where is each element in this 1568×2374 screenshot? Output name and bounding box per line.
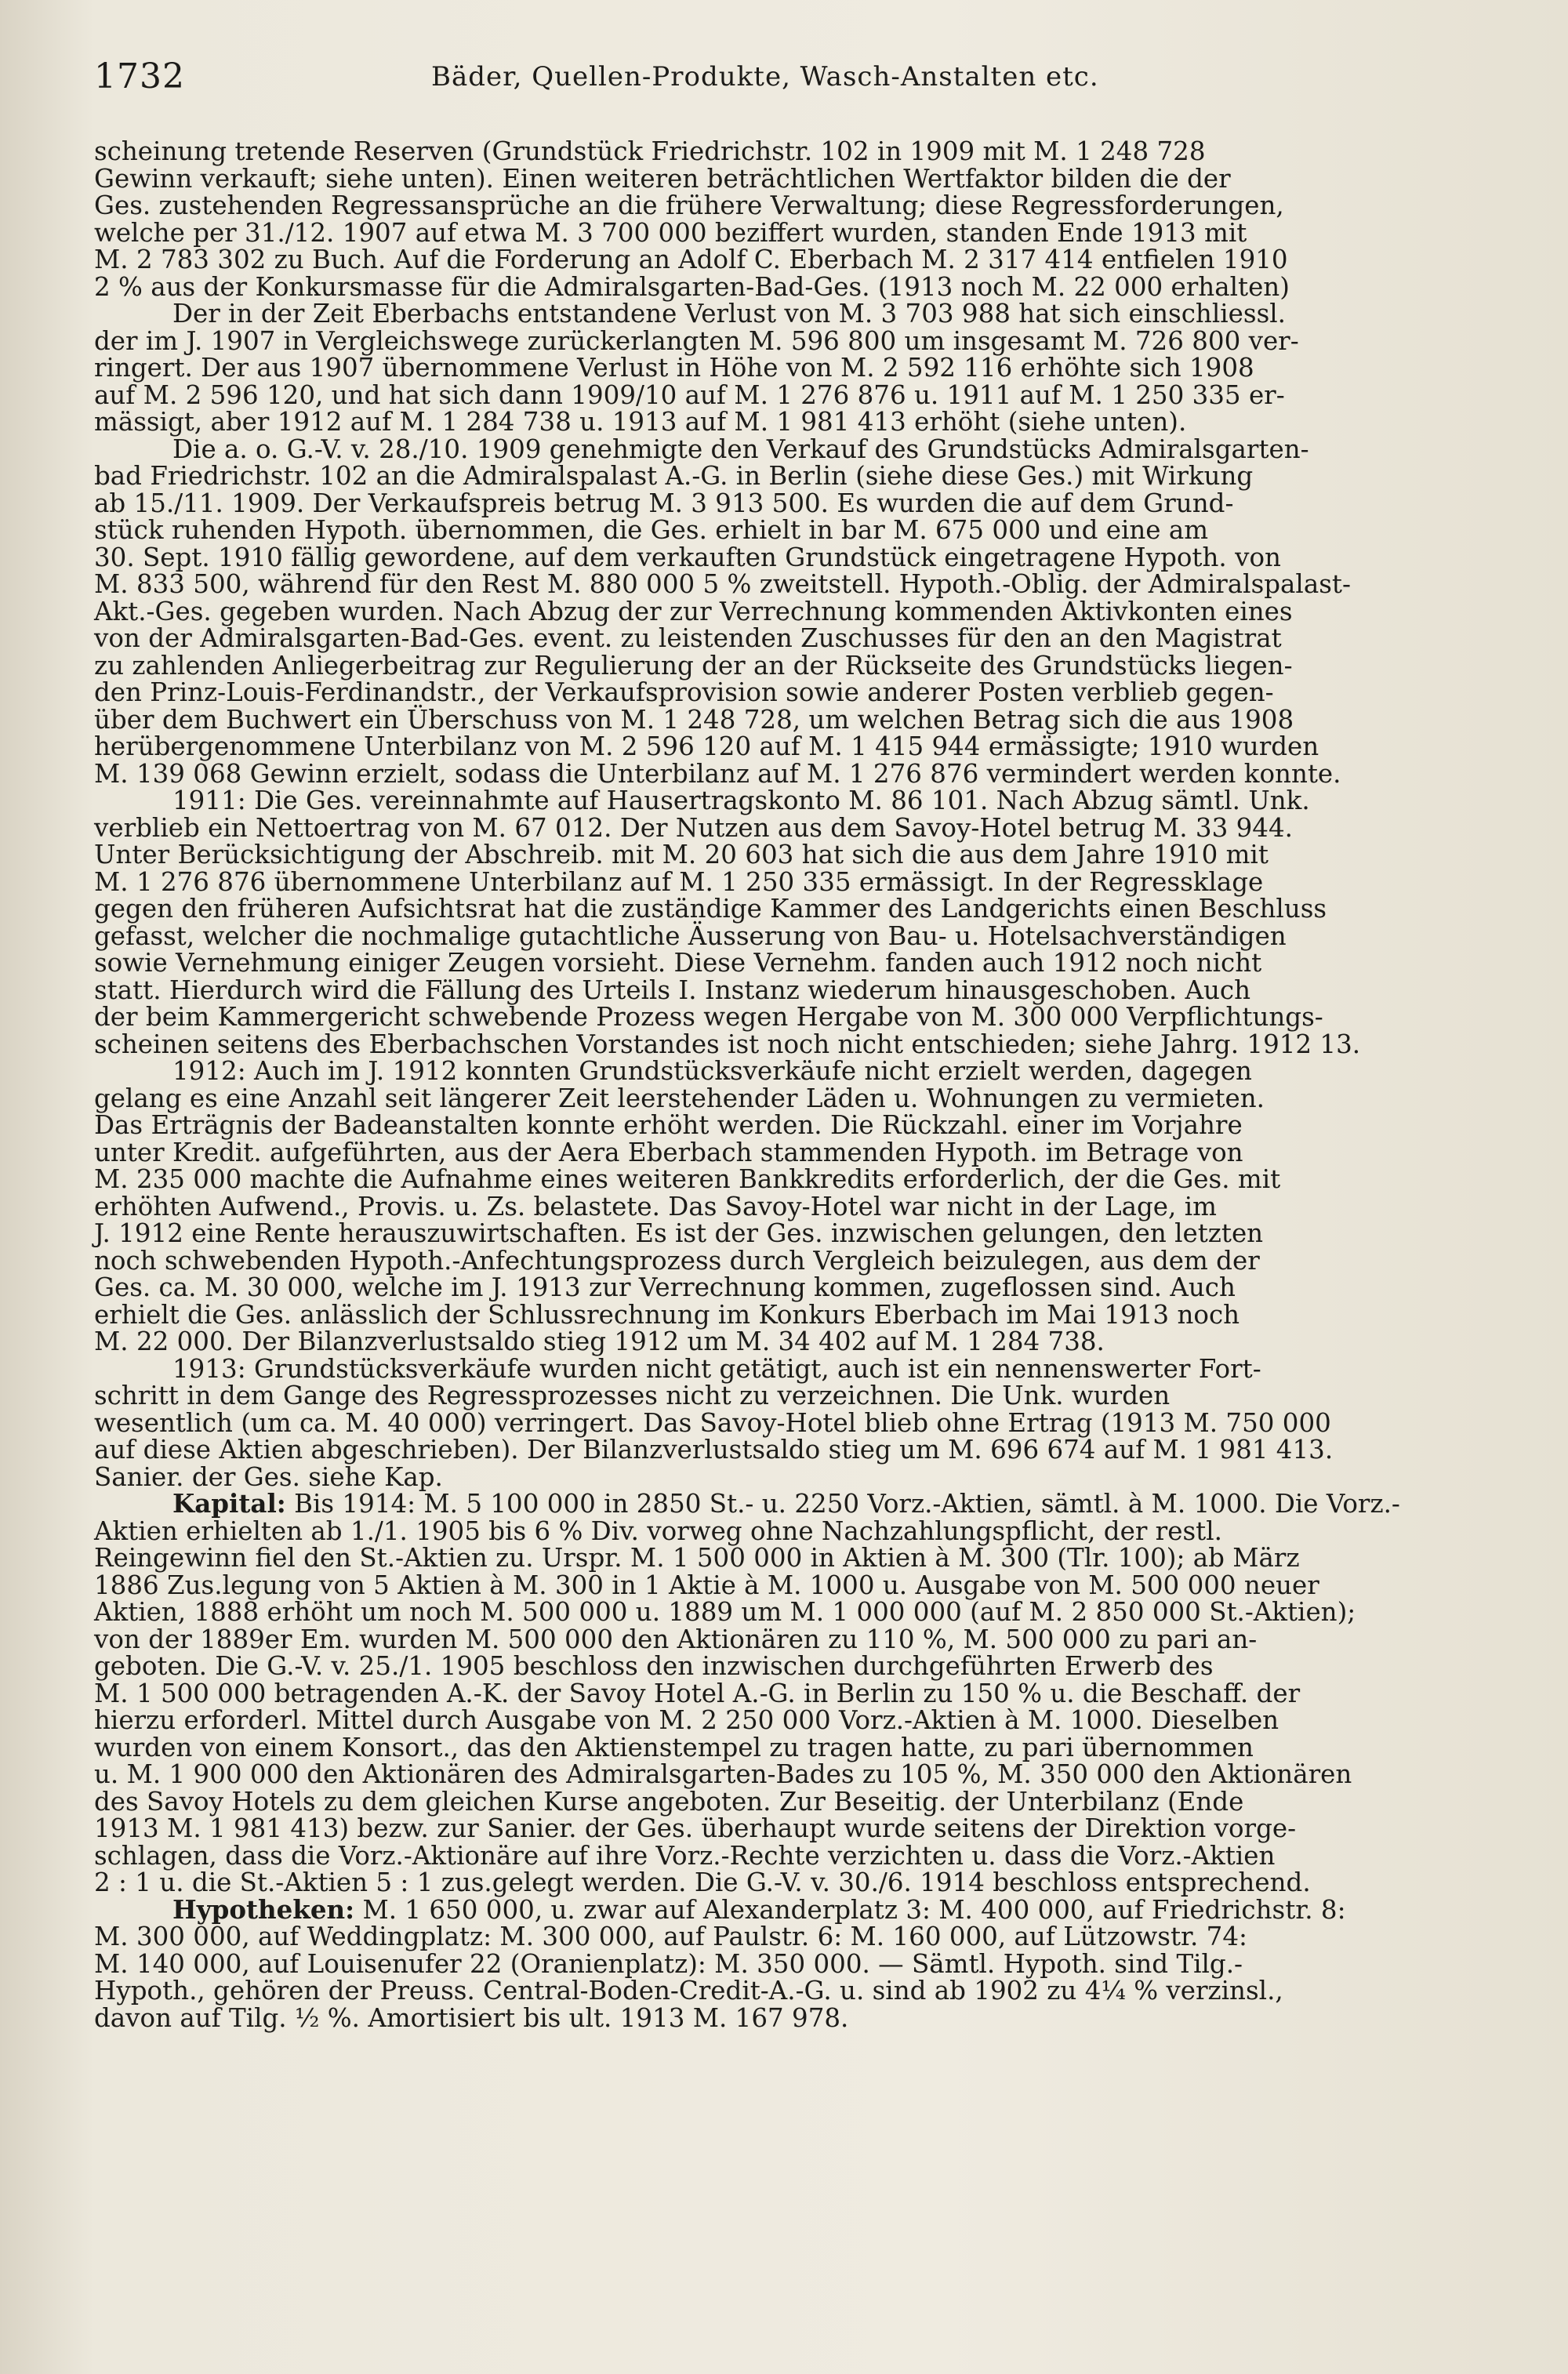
section-heading: Kapital: bbox=[172, 1488, 286, 1519]
line-text: scheinung tretende Reserven (Grundstück Friedrichstr. 102 in 1909 mit M. 1 248 728 bbox=[94, 136, 1206, 166]
line-text: M. 22 000. Der Bilanzverlustsaldo stieg 1912 um M. 34 402 auf M. 1 284 738. bbox=[94, 1327, 1105, 1356]
line-text: mässigt, aber 1912 auf M. 1 284 738 u. 1913 auf M. 1 981 413 erhöht (siehe unten). bbox=[94, 407, 1187, 437]
line-text: stück ruhenden Hypoth. übernommen, die Ges. erhielt in bar M. 675 000 und eine am bbox=[94, 515, 1209, 545]
line-text: 1913 M. 1 981 413) bezw. zur Sanier. der Ges. überhaupt wurde seitens der Direktion vorge- bbox=[94, 1813, 1297, 1843]
running-head: Bäder, Quellen-Produkte, Wasch-Anstalten etc. bbox=[431, 61, 1099, 93]
line-text: Gewinn verkauft; siehe unten). Einen weiteren beträchtlichen Wertfaktor bilden die der bbox=[94, 163, 1231, 194]
line-text: 2 % aus der Konkursmasse für die Admiralsgarten-Bad-Ges. (1913 noch M. 22 000 erhalten) bbox=[94, 271, 1290, 302]
text-line bbox=[94, 1788, 1505, 1816]
line-text: schlagen, dass die Vorz.-Aktionäre auf ihre Vorz.-Rechte verzichten u. dass die Vorz.-Aktien bbox=[94, 1840, 1276, 1871]
line-text: der im J. 1907 in Vergleichswege zurückerlangten M. 596 800 um insgesamt M. 726 800 ver- bbox=[94, 325, 1299, 356]
line-text: Unter Berücksichtigung der Abschreib. mit M. 20 603 hat sich die aus dem Jahre 1910 mit bbox=[94, 840, 1269, 869]
line-text: Ges. zustehenden Regressansprüche an die frühere Verwaltung; diese Regressforderungen, bbox=[94, 191, 1284, 220]
text-line bbox=[94, 1382, 1505, 1410]
text-line bbox=[94, 1893, 1505, 1925]
text-line bbox=[94, 165, 1505, 193]
text-line bbox=[94, 1085, 1505, 1113]
line-text: 30. Sept. 1910 fällig gewordene, auf dem verkauften Grundstück eingetragene Hypoth. von bbox=[94, 542, 1281, 572]
line-text: M. 1 276 876 übernommene Unterbilanz auf M. 1 250 335 ermässigt. In der Regressklage bbox=[94, 866, 1264, 897]
text-line bbox=[94, 517, 1505, 544]
text-line bbox=[94, 571, 1505, 598]
text-line bbox=[94, 1490, 1505, 1518]
text-line bbox=[94, 217, 1505, 248]
text-line bbox=[94, 1436, 1505, 1464]
line-text: wesentlich (um ca. M. 40 000) verringert. Das Savoy-Hotel blieb ohne Ertrag (1913 M. 750 000 bbox=[94, 1407, 1331, 1438]
text-line bbox=[94, 1707, 1505, 1734]
line-text: J. 1912 eine Rente herauszuwirtschaften. Es ist der Ges. inzwischen gelungen, den letzten bbox=[94, 1218, 1264, 1248]
text-line bbox=[94, 408, 1505, 436]
text-line bbox=[94, 598, 1505, 626]
line-text: über dem Buchwert ein Überschuss von M. 1 248 728, um welchen Betrag sich die aus 1908 bbox=[94, 704, 1294, 735]
line-text: Sanier. der Ges. siehe Kap. bbox=[94, 1461, 443, 1492]
text-line bbox=[94, 1139, 1505, 1167]
text-line bbox=[94, 1626, 1505, 1653]
text-line bbox=[94, 436, 1505, 463]
text-line bbox=[94, 1680, 1505, 1708]
text-line bbox=[94, 1004, 1505, 1031]
line-text: gegen den früheren Aufsichtsrat hat die zuständige Kammer des Landgerichts einen Beschluss bbox=[94, 894, 1327, 924]
line-text: verblieb ein Nettoertrag von M. 67 012. Der Nutzen aus dem Savoy-Hotel betrug M. 33 944. bbox=[94, 812, 1293, 843]
text-line bbox=[94, 895, 1505, 923]
line-text: ringert. Der aus 1907 übernommene Verlust in Höhe von M. 2 592 116 erhöhte sich 1908 bbox=[94, 353, 1254, 383]
text-line bbox=[94, 1193, 1505, 1221]
text-line bbox=[94, 841, 1505, 869]
text-line bbox=[94, 490, 1505, 517]
line-text: zu zahlenden Anliegerbeitrag zur Regulierung der an der Rückseite des Grundstücks liegen- bbox=[94, 650, 1293, 681]
page-header bbox=[94, 56, 1497, 103]
text-line bbox=[94, 1599, 1505, 1626]
text-line bbox=[94, 1518, 1505, 1545]
text-line bbox=[94, 1112, 1505, 1139]
text-line bbox=[94, 949, 1505, 977]
line-text: Die a. o. G.-V. v. 28./10. 1909 genehmigte den Verkauf des Grundstücks Admiralsgarten- bbox=[172, 434, 1309, 464]
text-line bbox=[94, 706, 1505, 734]
line-text: des Savoy Hotels zu dem gleichen Kurse angeboten. Zur Beseitig. der Unterbilanz (Ende bbox=[94, 1786, 1244, 1817]
line-text: erhielt die Ges. anlässlich der Schlussrechnung im Konkurs Eberbach im Mai 1913 noch bbox=[94, 1299, 1240, 1330]
line-text: M. 1 650 000, u. zwar auf Alexanderplatz 3: M. 400 000, auf Friedrichstr. 8: bbox=[354, 1894, 1346, 1925]
text-line bbox=[94, 1058, 1505, 1085]
line-text: M. 2 783 302 zu Buch. Auf die Forderung an Adolf C. Eberbach M. 2 317 414 entfielen 1910 bbox=[94, 245, 1288, 274]
text-line bbox=[94, 325, 1505, 356]
text-line bbox=[94, 1572, 1505, 1599]
line-text: noch schwebenden Hypoth.-Anfechtungsprozess durch Vergleich beizulegen, aus dem der bbox=[94, 1245, 1260, 1276]
text-line bbox=[94, 1353, 1505, 1384]
text-line bbox=[94, 787, 1505, 815]
line-text: ab 15./11. 1909. Der Verkaufspreis betrug M. 3 913 500. Es wurden die auf dem Grund- bbox=[94, 488, 1234, 518]
text-line bbox=[94, 1545, 1505, 1572]
line-text: M. 140 000, auf Louisenufer 22 (Oranienplatz): M. 350 000. — Sämtl. Hypoth. sind Tilg.- bbox=[94, 1948, 1243, 1979]
text-line bbox=[94, 463, 1505, 490]
text-line bbox=[94, 1948, 1505, 1979]
text-line bbox=[94, 544, 1505, 572]
text-line bbox=[94, 1734, 1505, 1762]
line-text: M. 139 068 Gewinn erzielt, sodass die Unterbilanz auf M. 1 276 876 vermindert werden konnte. bbox=[94, 758, 1341, 789]
text-line bbox=[94, 300, 1505, 328]
line-text: 1912: Auch im J. 1912 konnten Grundstücksverkäufe nicht erzielt werden, dagegen bbox=[172, 1056, 1252, 1086]
line-text: 1913: Grundstücksverkäufe wurden nicht getätigt, auch ist ein nennenswerter Fort- bbox=[172, 1353, 1261, 1384]
text-line bbox=[94, 1977, 1505, 2005]
text-line bbox=[94, 1407, 1505, 1438]
text-line bbox=[94, 379, 1505, 410]
text-line bbox=[94, 354, 1505, 382]
text-line bbox=[94, 246, 1505, 274]
text-line bbox=[94, 977, 1505, 1004]
text-line bbox=[94, 1869, 1505, 1897]
line-text: von der Admiralsgarten-Bad-Ges. event. zu leistenden Zuschusses für den an den Magistrat bbox=[94, 623, 1282, 653]
text-line bbox=[94, 652, 1505, 680]
text-line bbox=[94, 733, 1505, 760]
text-line bbox=[94, 271, 1505, 302]
line-text: scheinen seitens des Eberbachschen Vorstandes ist noch nicht entschieden; siehe Jahrg. 1912 13. bbox=[94, 1029, 1361, 1059]
line-text: gefasst, welcher die nochmalige gutachtliche Äusserung von Bau- u. Hotelsachverständigen bbox=[94, 920, 1287, 951]
text-line bbox=[94, 920, 1505, 951]
text-line bbox=[94, 1247, 1505, 1275]
line-text: schritt in dem Gange des Regressprozesses nicht zu verzeichnen. Die Unk. wurden bbox=[94, 1381, 1171, 1410]
text-line bbox=[94, 2002, 1505, 2033]
text-line bbox=[94, 760, 1505, 788]
line-text: hierzu erforderl. Mittel durch Ausgabe von M. 2 250 000 Vorz.-Aktien à M. 1000. Dieselben bbox=[94, 1705, 1279, 1735]
line-text: unter Kredit. aufgeführten, aus der Aera Eberbach stammenden Hypoth. im Betrage von bbox=[94, 1137, 1243, 1167]
text-line bbox=[94, 625, 1505, 652]
line-text: Aktien erhielten ab 1./1. 1905 bis 6 % Div. vorweg ohne Nachzahlungspflicht, der restl. bbox=[94, 1516, 1222, 1546]
line-text: M. 300 000, auf Weddingplatz: M. 300 000, auf Paulstr. 6: M. 160 000, auf Lützowstr. 74: bbox=[94, 1922, 1247, 1951]
line-text: statt. Hierdurch wird die Fällung des Urteils I. Instanz wiederum hinausgeschoben. Auch bbox=[94, 975, 1251, 1005]
line-text: den Prinz-Louis-Ferdinandstr., der Verkaufsprovision sowie anderer Posten verblieb gegen- bbox=[94, 677, 1274, 707]
body-text bbox=[94, 138, 1505, 2031]
text-line bbox=[94, 1815, 1505, 1842]
line-text: auf M. 2 596 120, und hat sich dann 1909/10 auf M. 1 276 876 u. 1911 auf M. 1 250 335 er- bbox=[94, 379, 1285, 410]
line-text: davon auf Tilg. ½ %. Amortisiert bis ult. 1913 M. 167 978. bbox=[94, 2002, 849, 2033]
line-text: wurden von einem Konsort., das den Aktienstempel zu tragen hatte, zu pari übernommen bbox=[94, 1732, 1254, 1762]
line-text: Aktien, 1888 erhöht um noch M. 500 000 u. 1889 um M. 1 000 000 (auf M. 2 850 000 St.-Aktien); bbox=[94, 1597, 1356, 1627]
line-text: geboten. Die G.-V. v. 25./1. 1905 beschloss den inzwischen durchgeführten Erwerb des bbox=[94, 1651, 1214, 1681]
line-text: 1886 Zus.legung von 5 Aktien à M. 300 in 1 Aktie à M. 1000 u. Ausgabe von M. 500 000 neuer bbox=[94, 1570, 1319, 1600]
line-text: Hypoth., gehören der Preuss. Central-Boden-Credit-A.-G. u. sind ab 1902 zu 4¼ % verzinsl., bbox=[94, 1976, 1283, 2006]
line-text: bad Friedrichstr. 102 an die Admiralspalast A.-G. in Berlin (siehe diese Ges.) mit Wirkung bbox=[94, 461, 1254, 491]
text-line bbox=[94, 1761, 1505, 1788]
text-line bbox=[94, 866, 1505, 897]
line-text: welche per 31./12. 1907 auf etwa M. 3 700 000 beziffert wurden, standen Ende 1913 mit bbox=[94, 217, 1247, 248]
text-line bbox=[94, 1274, 1505, 1301]
line-text: auf diese Aktien abgeschrieben). Der Bilanzverlustsaldo stieg um M. 696 674 auf M. 1 981 413. bbox=[94, 1435, 1334, 1465]
section-heading: Hypotheken: bbox=[172, 1893, 355, 1925]
text-line bbox=[94, 138, 1505, 165]
line-text: gelang es eine Anzahl seit längerer Zeit leerstehender Läden u. Wohnungen zu vermieten. bbox=[94, 1083, 1265, 1113]
page-number: 1732 bbox=[94, 56, 185, 96]
line-text: herübergenommene Unterbilanz von M. 2 596 120 auf M. 1 415 944 ermässigte; 1910 wurden bbox=[94, 731, 1319, 761]
line-text: u. M. 1 900 000 den Aktionären des Admiralsgarten-Bades zu 105 %, M. 350 000 den Aktionären bbox=[94, 1759, 1352, 1789]
text-line bbox=[94, 679, 1505, 706]
line-text: M. 235 000 machte die Aufnahme eines weiteren Bankkredits erforderlich, der die Ges. mit bbox=[94, 1164, 1281, 1194]
text-line bbox=[94, 812, 1505, 843]
line-text: Bis 1914: M. 5 100 000 in 2850 St.- u. 2250 Vorz.-Aktien, sämtl. à M. 1000. Die Vorz.- bbox=[285, 1489, 1400, 1519]
line-text: sowie Vernehmung einiger Zeugen vorsieht. Diese Vernehm. fanden auch 1912 noch nicht bbox=[94, 948, 1262, 978]
line-text: der beim Kammergericht schwebende Prozess wegen Hergabe von M. 300 000 Verpflichtungs- bbox=[94, 1002, 1323, 1032]
text-line bbox=[94, 1461, 1505, 1492]
text-line bbox=[94, 1923, 1505, 1951]
text-line bbox=[94, 1220, 1505, 1247]
text-line bbox=[94, 1301, 1505, 1329]
text-line bbox=[94, 1653, 1505, 1680]
line-text: Der in der Zeit Eberbachs entstandene Verlust von M. 3 703 988 hat sich einschliessl. bbox=[172, 299, 1286, 329]
text-line bbox=[94, 1328, 1505, 1356]
line-text: von der 1889er Em. wurden M. 500 000 den Aktionären zu 110 %, M. 500 000 zu pari an- bbox=[94, 1624, 1258, 1654]
line-text: Ges. ca. M. 30 000, welche im J. 1913 zur Verrechnung kommen, zugeflossen sind. Auch bbox=[94, 1272, 1236, 1302]
line-text: erhöhten Aufwend., Provis. u. Zs. belastete. Das Savoy-Hotel war nicht in der Lage, im bbox=[94, 1191, 1217, 1221]
line-text: 1911: Die Ges. vereinnahmte auf Hausertragskonto M. 86 101. Nach Abzug sämtl. Unk. bbox=[172, 786, 1310, 815]
text-line bbox=[94, 1031, 1505, 1058]
line-text: M. 1 500 000 betragenden A.-K. der Savoy Hotel A.-G. in Berlin zu 150 % u. die Beschaff. der bbox=[94, 1678, 1301, 1708]
line-text: Das Erträgnis der Badeanstalten konnte erhöht werden. Die Rückzahl. einer im Vorjahre bbox=[94, 1110, 1243, 1140]
text-line bbox=[94, 192, 1505, 220]
text-line bbox=[94, 1166, 1505, 1193]
line-text: Reingewinn fiel den St.-Aktien zu. Urspr. M. 1 500 000 in Aktien à M. 300 (Tlr. 100); ab März bbox=[94, 1543, 1300, 1573]
line-text: M. 833 500, während für den Rest M. 880 000 5 % zweitstell. Hypoth.-Oblig. der Admiralspalast- bbox=[94, 569, 1351, 599]
text-line bbox=[94, 1842, 1505, 1870]
line-text: 2 : 1 u. die St.-Aktien 5 : 1 zus.gelegt werden. Die G.-V. v. 30./6. 1914 beschloss entsprechend. bbox=[94, 1868, 1311, 1897]
line-text: Akt.-Ges. gegeben wurden. Nach Abzug der zur Verrechnung kommenden Aktivkonten eines bbox=[94, 596, 1293, 626]
